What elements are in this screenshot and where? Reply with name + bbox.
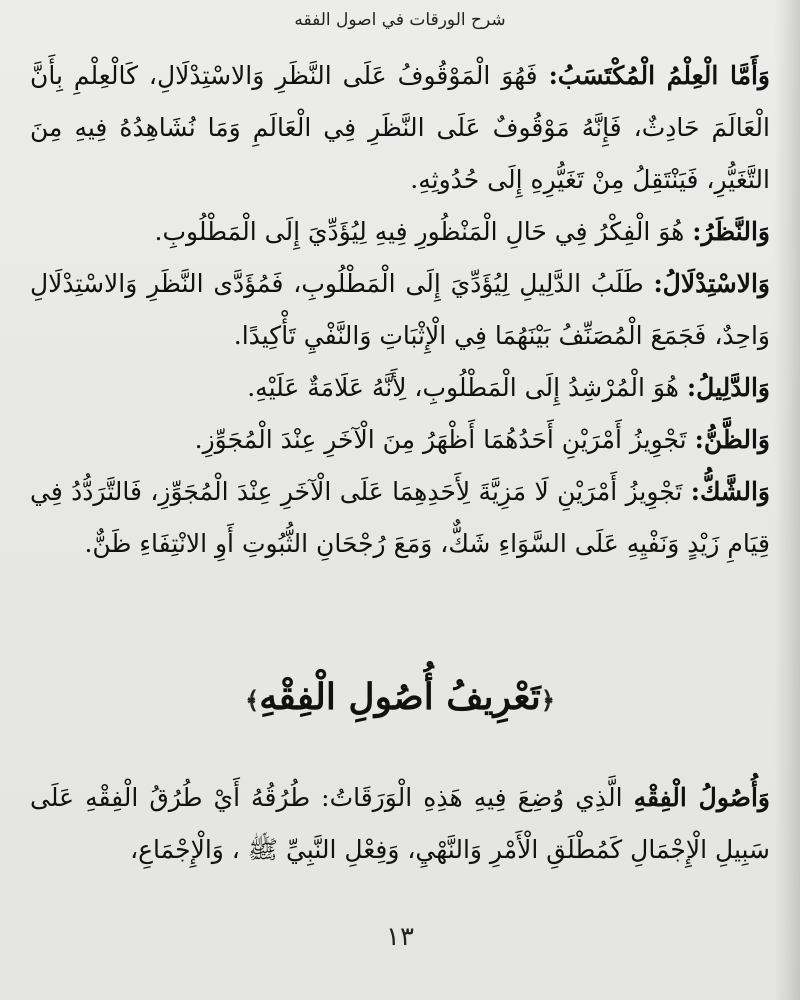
definition-istidlal: طَلَبُ الدَّلِيلِ لِيُؤَدِّيَ إِلَى الْمَطْلُوبِ، فَمُؤَدَّى النَّظَرِ وَالاسْتِدْلَالِ وَاحِدٌ، فَجَمَعَ الْمُصَنِّفُ بَيْنَهُمَا فِي الْإِثْبَاتِ وَالنَّفْيِ تَأْكِيدًا.	[30, 269, 770, 350]
paragraph-acquired-knowledge	[30, 50, 770, 206]
term-usul-fiqh: وَأُصُولُ الْفِقْهِ	[633, 783, 770, 812]
paragraph-zann	[30, 414, 770, 466]
ornament-bracket-open: ﴿	[540, 685, 555, 715]
body-text-section-2	[30, 772, 770, 876]
definition-zann: تَجْوِيزُ أَمْرَيْنِ أَحَدُهُمَا أَظْهَرُ مِنَ الْآخَرِ عِنْدَ الْمُجَوِّزِ.	[194, 425, 695, 454]
ornament-bracket-close: ﴾	[245, 685, 260, 715]
definition-dalil: هُوَ الْمُرْشِدُ إِلَى الْمَطْلُوبِ، لِأَنَّهُ عَلَامَةٌ عَلَيْهِ.	[247, 373, 687, 402]
term-acquired-knowledge: وَأَمَّا الْعِلْمُ الْمُكْتَسَبُ:	[548, 61, 770, 90]
definition-shakk: تَجْوِيزُ أَمْرَيْنِ لَا مَزِيَّةَ لِأَحَدِهِمَا عَلَى الْآخَرِ عِنْدَ الْمُجَوِّزِ، فَالتَّرَدُّدُ فِي قِيَامِ زَيْدٍ وَنَفْيِهِ عَلَى السَّوَاءِ شَكٌّ، وَمَعَ رُجْحَانِ الثُّبُوتِ أَوِ الانْتِفَاءِ ظَنٌّ.	[30, 477, 770, 558]
paragraph-nazar	[30, 206, 770, 258]
paragraph-istidlal	[30, 258, 770, 362]
paragraph-usul-fiqh	[30, 772, 770, 876]
body-text-section-1	[30, 50, 770, 570]
definition-usul-fiqh: الَّذِي وُضِعَ فِيهِ هَذِهِ الْوَرَقَاتُ: طُرُقُهُ أَيْ طُرُقُ الْفِقْهِ عَلَى سَبِيلِ الْإِجْمَالِ كَمُطْلَقِ الْأَمْرِ وَالنَّهْيِ، وَفِعْلِ النَّبِيِّ ﷺ ، وَالْإِجْمَاعِ،	[30, 783, 770, 864]
term-shakk: وَالشَّكُّ:	[690, 477, 770, 506]
paragraph-dalil	[30, 362, 770, 414]
definition-nazar: هُوَ الْفِكْرُ فِي حَالِ الْمَنْظُورِ فِيهِ لِيُؤَدِّيَ إِلَى الْمَطْلُوبِ.	[154, 217, 693, 246]
term-nazar: وَالنَّظَرُ:	[692, 217, 770, 246]
section-heading-title: تَعْرِيفُ أُصُولِ الْفِقْهِ	[259, 676, 541, 718]
paragraph-shakk	[30, 466, 770, 570]
binding-shadow	[774, 0, 800, 1000]
section-heading	[0, 676, 800, 718]
term-zann: وَالظَّنُّ:	[694, 425, 770, 454]
definition-acquired-knowledge: فَهُوَ الْمَوْقُوفُ عَلَى النَّظَرِ وَالاسْتِدْلَالِ، كَالْعِلْمِ بِأَنَّ الْعَالَمَ حَادِثٌ، فَإِنَّهُ مَوْقُوفٌ عَلَى النَّظَرِ فِي الْعَالَمِ وَمَا نُشَاهِدُهُ فِيهِ مِنَ التَّغَيُّرِ، فَيَنْتَقِلُ مِنْ تَغَيُّرِهِ إِلَى حُدُوثِهِ.	[30, 61, 770, 194]
term-dalil: وَالدَّلِيلُ:	[686, 373, 770, 402]
running-header: شرح الورقات في اصول الفقه	[294, 10, 506, 30]
term-istidlal: وَالاسْتِدْلَالُ:	[653, 269, 770, 298]
page-number: ١٣	[386, 922, 414, 952]
